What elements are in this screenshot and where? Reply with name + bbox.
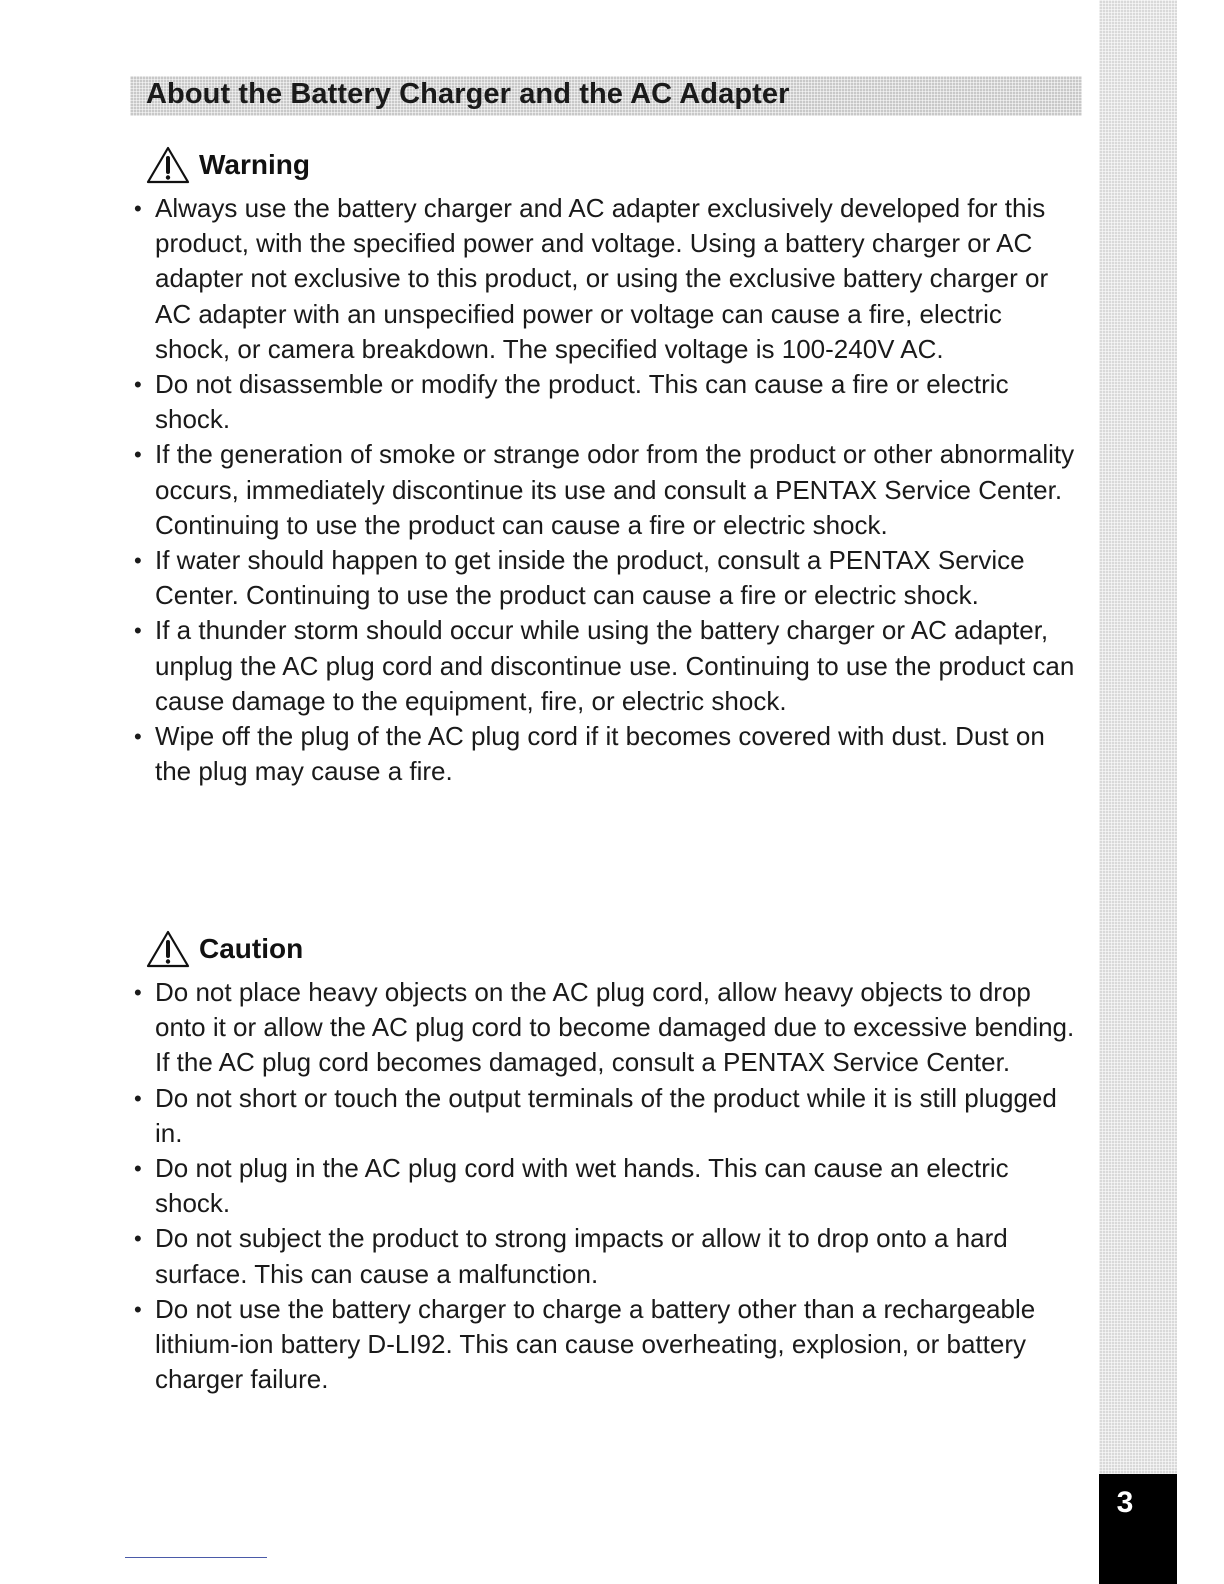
list-item-text: Do not place heavy objects on the AC plug cord, allow heavy objects to drop onto it or allow the AC plug cord to become damaged due to excessive bending. If the AC plug cord becomes damaged, consult a PENTAX Service Center. [155, 977, 1075, 1078]
warning-triangle-icon [145, 929, 191, 969]
list-item: • If a thunder storm should occur while using the battery charger or AC adapter, unplug the AC plug cord and discontinue use. Continuing to use the product can cause damage to the equipment, fire, or electric shock. [134, 615, 1075, 716]
caution-heading [145, 927, 303, 971]
list-item: • Wipe off the plug of the AC plug cord if it becomes covered with dust. Dust on the plug may cause a fire. [134, 721, 1045, 787]
section-title: About the Battery Charger and the AC Adapter [146, 78, 790, 110]
list-item-text: Wipe off the plug of the AC plug cord if it becomes covered with dust. Dust on the plug may cause a fire. [155, 721, 1045, 787]
list-item: • Do not plug in the AC plug cord with wet hands. This can cause an electric shock. [134, 1153, 1009, 1219]
warning-heading-text: Warning [199, 149, 310, 180]
footer-line [125, 1557, 267, 1558]
caution-heading-text: Caution [199, 933, 304, 964]
list-item: • Always use the battery charger and AC adapter exclusively developed for this product, with the specified power and voltage. Using a battery charger or AC adapter not exclusive to this product, or using the exclusive battery charger or AC adapter with an unspecified power or voltage can cause a fire, electric shock, or camera breakdown. The specified voltage is 100-240V AC. [134, 193, 1049, 364]
list-item-text: If a thunder storm should occur while using the battery charger or AC adapter, unplug the AC plug cord and discontinue use. Continuing to use the product can cause damage to the equipment, fire, or electric shock. [155, 615, 1075, 716]
page-number: 3 [1116, 1486, 1134, 1519]
list-item-text: If water should happen to get inside the product, consult a PENTAX Service Center. Continuing to use the product can cause a fire or electric shock. [155, 545, 1025, 611]
list-item: • If the generation of smoke or strange odor from the product or other abnormality occurs, immediately discontinue its use and consult a PENTAX Service Center. Continuing to use the product can cause a fire or electric shock. [134, 439, 1075, 540]
warning-heading [145, 143, 310, 187]
list-item-text: Do not plug in the AC plug cord with wet hands. This can cause an electric shock. [155, 1153, 1009, 1219]
list-item-text: Do not disassemble or modify the product. This can cause a fire or electric shock. [155, 369, 1009, 435]
side-strip [1099, 0, 1177, 1474]
list-item-text: Do not subject the product to strong impacts or allow it to drop onto a hard surface. This can cause a malfunction. [155, 1223, 1008, 1289]
caution-list [134, 975, 1084, 1397]
list-item: • Do not subject the product to strong impacts or allow it to drop onto a hard surface. This can cause a malfunction. [134, 1223, 1008, 1289]
list-item: • Do not disassemble or modify the product. This can cause a fire or electric shock. [134, 369, 1009, 435]
list-item: • If water should happen to get inside the product, consult a PENTAX Service Center. Continuing to use the product can cause a fire or electric shock. [134, 545, 1025, 611]
section-header [130, 76, 1082, 116]
warning-list [134, 191, 1084, 789]
list-item: • Do not place heavy objects on the AC plug cord, allow heavy objects to drop onto it or allow the AC plug cord to become damaged due to excessive bending. If the AC plug cord becomes damaged, consult a PENTAX Service Center. [134, 977, 1075, 1078]
list-item-text: If the generation of smoke or strange odor from the product or other abnormality occurs, immediately discontinue its use and consult a PENTAX Service Center. Continuing to use the product can cause a fire or electric shock. [155, 439, 1075, 540]
warning-triangle-icon [145, 145, 191, 185]
list-item-text: Do not use the battery charger to charge a battery other than a rechargeable lithium-ion battery D-LI92. This can cause overheating, explosion, or battery charger failure. [155, 1293, 1036, 1395]
list-item-text: Always use the battery charger and AC adapter exclusively developed for this product, with the specified power and voltage. Using a battery charger or AC adapter not exclusive to this product, or using the exclusive battery charger or AC adapter with an unspecified power or voltage can cause a fire, electric shock, or camera breakdown. The specified voltage is 100-240V AC. [155, 193, 1049, 364]
list-item-text: Do not short or touch the output terminals of the product while it is still plugged in. [155, 1082, 1057, 1148]
list-item: • Do not short or touch the output terminals of the product while it is still plugged in. [134, 1082, 1057, 1148]
list-item: • Do not use the battery charger to charge a battery other than a rechargeable lithium-ion battery D-LI92. This can cause overheating, explosion, or battery charger failure. [134, 1293, 1036, 1395]
